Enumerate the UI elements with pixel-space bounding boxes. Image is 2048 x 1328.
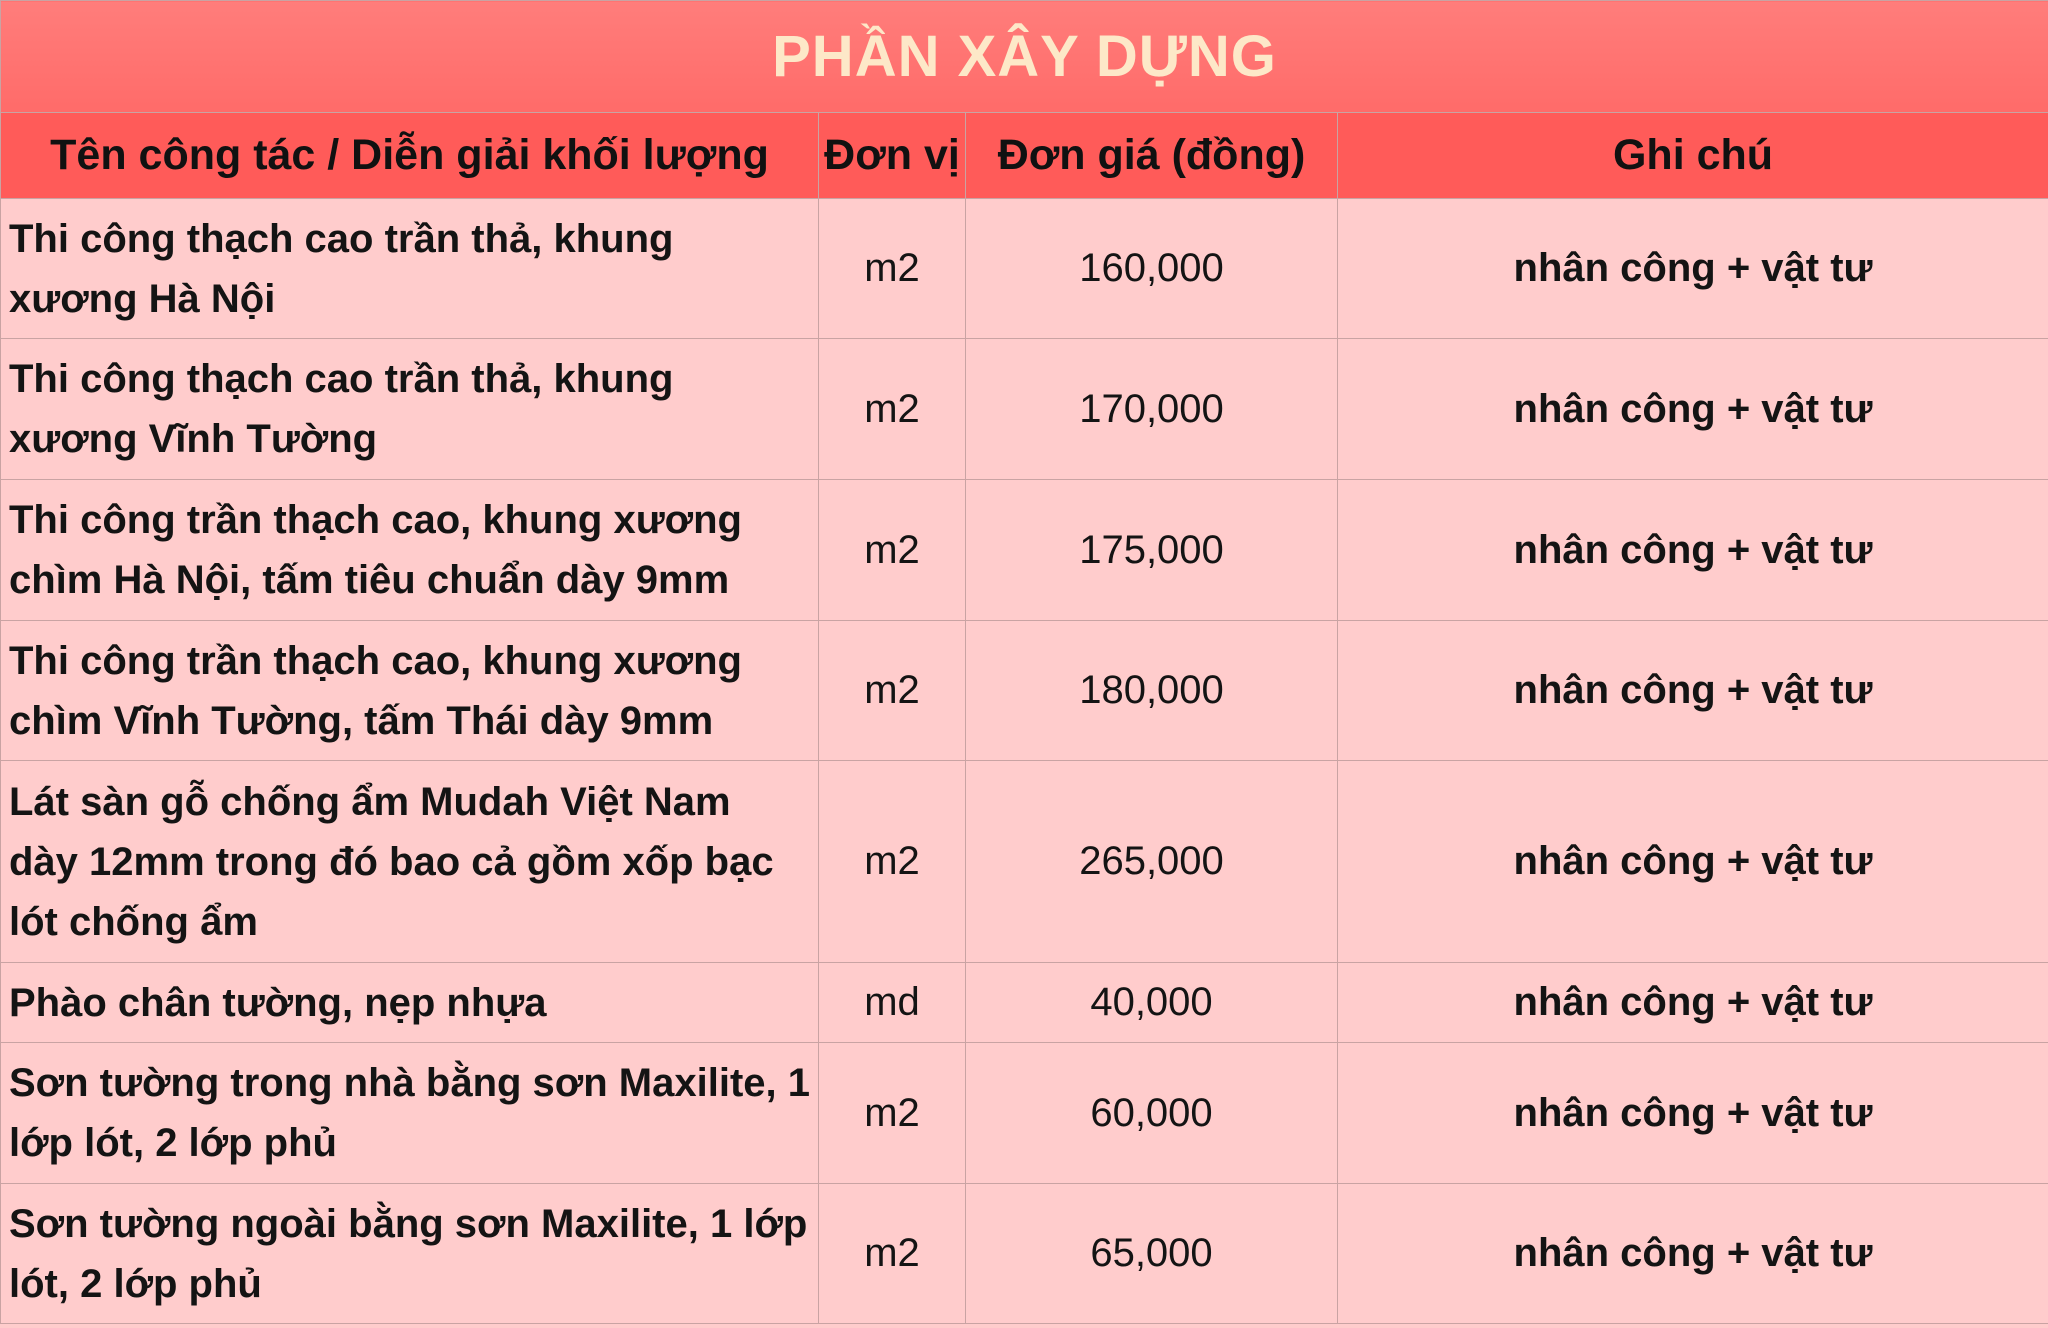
work-item-line: Lát sàn gỗ chống ẩm Mudah Việt Nam [9, 779, 731, 824]
work-item-line: Thi công thạch cao trần thả, khung [9, 357, 674, 401]
work-item-line: Sơn tường trong nhà bằng sơn Maxilite, 1 [9, 1061, 810, 1105]
note-cell: nhân công + vật tư [1338, 963, 2048, 1043]
header-price: Đơn giá (đồng) [966, 113, 1338, 199]
work-item-line: xương Hà Nội [9, 276, 276, 321]
note-cell: nhân công + vật tư [1338, 621, 2048, 761]
work-item-cell [1, 963, 819, 1043]
work-item-line: Phào chân tường, nẹp nhựa [9, 980, 547, 1025]
table-row [1, 963, 2048, 1043]
note-cell: nhân công + vật tư [1338, 480, 2048, 621]
work-item-line: chìm Hà Nội, tấm tiêu chuẩn dày 9mm [9, 558, 730, 602]
price-cell: 60,000 [966, 1043, 1338, 1184]
work-item-line: lót, 2 lớp phủ [9, 1261, 262, 1306]
note-cell: nhân công + vật tư [1338, 339, 2048, 480]
work-item-line: Thi công thạch cao trần thả, khung [9, 216, 674, 261]
price-cell: 65,000 [966, 1184, 1338, 1324]
unit-cell: m2 [819, 480, 966, 621]
work-item-line: xương Vĩnh Tường [9, 417, 378, 461]
note-cell: nhân công + vật tư [1338, 1043, 2048, 1184]
work-item-line: lót chống ẩm [9, 899, 258, 944]
work-item-line: Thi công trần thạch cao, khung xương [9, 638, 742, 683]
price-cell: 160,000 [966, 199, 1338, 339]
title-row [1, 1, 2048, 113]
unit-cell: m2 [819, 1043, 966, 1184]
table-row [1, 1043, 2048, 1184]
note-cell: nhân công + vật tư [1338, 1184, 2048, 1324]
unit-cell: m2 [819, 621, 966, 761]
table-row [1, 1184, 2048, 1324]
work-item-line: lớp lót, 2 lớp phủ [9, 1121, 337, 1165]
header-note: Ghi chú [1338, 113, 2048, 199]
table-row [1, 480, 2048, 621]
work-item-line: chìm Vĩnh Tường, tấm Thái dày 9mm [9, 698, 714, 743]
unit-cell: md [819, 963, 966, 1043]
work-item-line: dày 12mm trong đó bao cả gồm xốp bạc [9, 839, 774, 884]
work-item-cell [1, 1043, 819, 1184]
table-row [1, 339, 2048, 480]
unit-cell: m2 [819, 761, 966, 963]
work-item-cell [1, 480, 819, 621]
price-cell: 40,000 [966, 963, 1338, 1043]
work-item-cell [1, 621, 819, 761]
price-cell: 175,000 [966, 480, 1338, 621]
unit-cell: m2 [819, 339, 966, 480]
table-body [1, 199, 2048, 1324]
work-item-cell [1, 199, 819, 339]
unit-cell: m2 [819, 1184, 966, 1324]
header-unit: Đơn vị [819, 113, 966, 199]
header-name: Tên công tác / Diễn giải khối lượng [1, 113, 819, 199]
price-cell: 170,000 [966, 339, 1338, 480]
note-cell: nhân công + vật tư [1338, 761, 2048, 963]
table-row [1, 621, 2048, 761]
note-cell: nhân công + vật tư [1338, 199, 2048, 339]
work-item-line: Thi công trần thạch cao, khung xương [9, 498, 742, 542]
price-cell: 265,000 [966, 761, 1338, 963]
price-cell: 180,000 [966, 621, 1338, 761]
table-row [1, 199, 2048, 339]
unit-cell: m2 [819, 199, 966, 339]
table-title: PHẦN XÂY DỰNG [1, 1, 2048, 113]
work-item-cell [1, 1184, 819, 1324]
header-row [1, 113, 2048, 199]
table-row [1, 761, 2048, 963]
work-item-cell [1, 761, 819, 963]
work-item-cell [1, 339, 819, 480]
work-item-line: Sơn tường ngoài bằng sơn Maxilite, 1 lớp [9, 1201, 808, 1246]
